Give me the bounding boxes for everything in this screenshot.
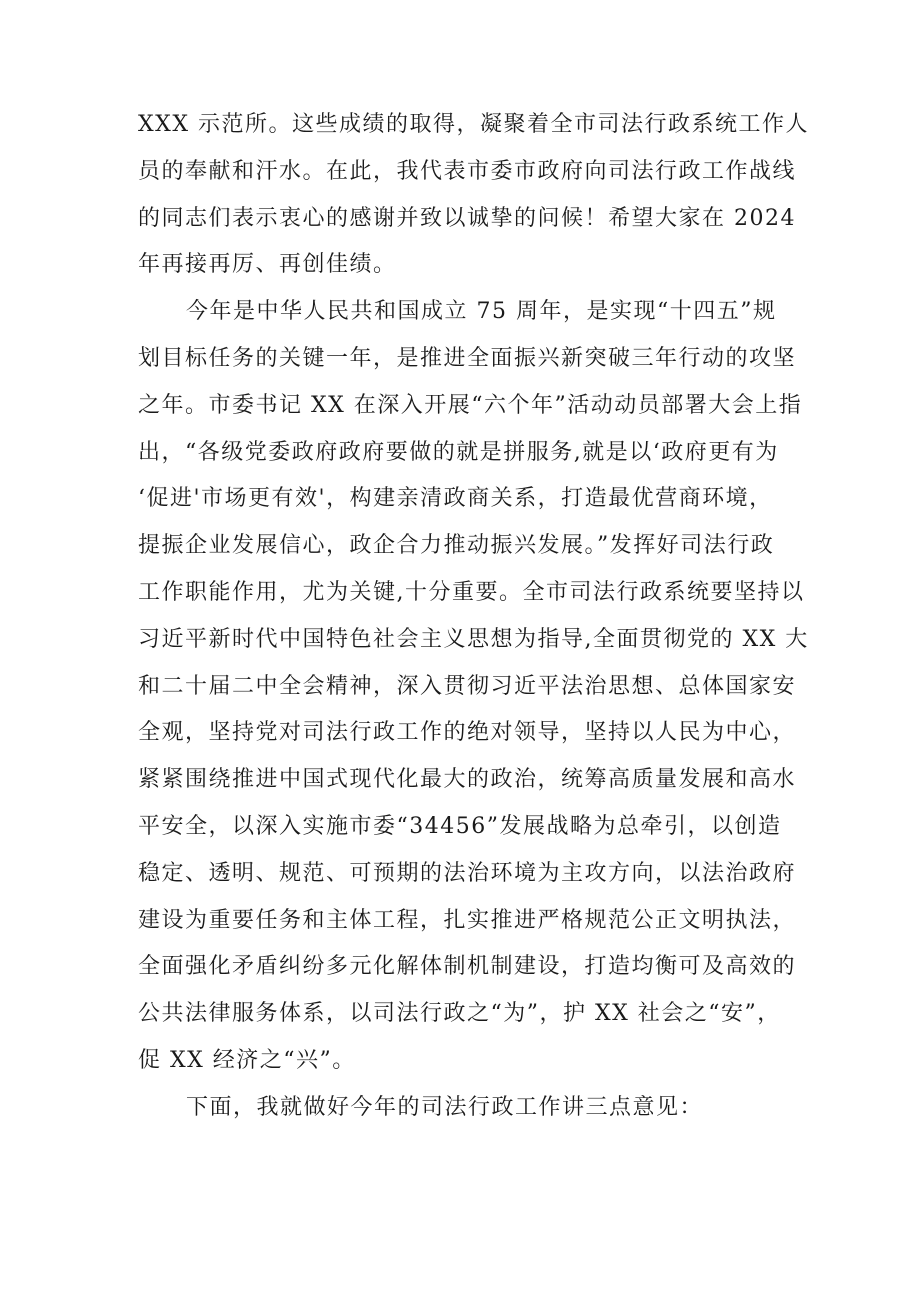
text-line: 年再接再厉、再创佳绩。 [138, 252, 397, 278]
text-line: 下面，我就做好今年的司法行政工作讲三点意见： [186, 1094, 704, 1120]
text-line: 工作职能作用，尤为关键,十分重要。全市司法行政系统要坚持以 [138, 579, 805, 605]
text-line: 之年。市委书记 XX 在深入开展“六个年”活动动员部署大会上指 [138, 392, 803, 418]
paragraph-1 [138, 102, 808, 289]
text-line: 全观，坚持党对司法行政工作的绝对领导，坚持以人民为中心， [138, 720, 797, 746]
text-line: 建设为重要任务和主体工程，扎实推进严格规范公正文明执法， [138, 907, 797, 933]
text-line: XXX 示范所。这些成绩的取得，凝聚着全市司法行政系统工作人 [138, 112, 809, 137]
text-line: 稳定、透明、规范、可预期的法治环境为主攻方向，以法治政府 [138, 860, 797, 886]
text-line: 出，“各级党委政府政府要做的就是拼服务,就是以‘政府更有为 [138, 439, 779, 465]
text-line: 全面强化矛盾纠纷多元化解体制机制建设，打造均衡可及高效的 [138, 954, 797, 980]
body-text [138, 102, 808, 1132]
text-line: 和二十届二中全会精神，深入贯彻习近平法治思想、总体国家安 [138, 673, 797, 699]
paragraph-2 [138, 289, 808, 1085]
text-line: ‘促进'市场更有效'，构建亲清政商关系，打造最优营商环境， [138, 486, 773, 512]
text-line: 今年是中华人民共和国成立 75 周年，是实现“十四五”规 [186, 299, 777, 325]
text-line: 划目标任务的关键一年，是推进全面振兴新突破三年行动的攻坚 [138, 345, 797, 371]
text-line: 提振企业发展信心，政企合力推动振兴发展。”发挥好司法行政 [138, 533, 775, 559]
text-line: 习近平新时代中国特色社会主义思想为指导,全面贯彻党的 XX 大 [138, 626, 809, 652]
text-line: 公共法律服务体系，以司法行政之“为”，护 XX 社会之“安”， [138, 1001, 781, 1027]
text-line: 员的奉献和汗水。在此，我代表市委市政府向司法行政工作战线 [138, 158, 797, 184]
text-line: 平安全，以深入实施市委“34456”发展战略为总牵引，以创造 [138, 813, 782, 839]
text-line: 紧紧围绕推进中国式现代化最大的政治，统筹高质量发展和高水 [138, 767, 797, 793]
paragraph-3 [138, 1085, 808, 1132]
text-line: 的同志们表示衷心的感谢并致以诚挚的问候！希望大家在 2024 [138, 205, 796, 231]
text-line: 促 XX 经济之“兴”。 [138, 1047, 356, 1073]
